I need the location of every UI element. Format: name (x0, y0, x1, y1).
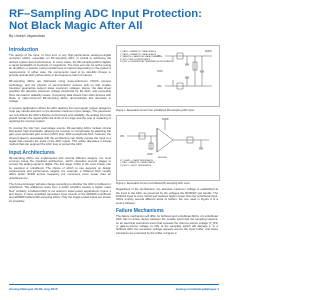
legend-entry: R_INPUT = INPUT RESISTANCE (120, 164, 152, 167)
label-avdd: AVDD (205, 50, 212, 53)
footer-publication: Analog Dialogue 49-09, Aug 2015 (9, 287, 58, 291)
footer-divider (9, 284, 219, 285)
paragraph: RF-sampling ADCs are implemented with several different designs, the most common being the pipelined architecture, which cascades several stages to convert the analog signal to digital. The first stage, which is the most critical, can be sampled or unbuffered. The choice of which to use depends on design requirements and performance targets. For example, a buffered ADC usually offers better SFDR across frequency but consumes more power than an unbuffered one. (9, 155, 111, 180)
figure-1-schematic (117, 46, 219, 106)
left-column (9, 45, 111, 206)
right-column (116, 45, 218, 238)
legend-entry: C_PAR2 = PARASITIC CAPACITANCE (120, 53, 157, 56)
label-avdd: AVDD (162, 117, 169, 121)
legend-entry: C_SAMPLE = SAMPLING CAPACITANCE (120, 56, 160, 59)
section-heading-input-architectures: Input Architectures (9, 149, 55, 156)
legend-entry: R_SW = SWITCH RESISTANCE (120, 58, 151, 61)
label-vcm: VCM (147, 152, 153, 156)
section-heading-failure-mechanisms: Failure Mechanisms (116, 207, 164, 214)
paragraph: To counter the risk from overvoltage events, RF-sampling ADCs include circuits that detect high thresholds, allowing the receiver to compensate by adjusting the gain of an automatic gain control (AGC) loop. With a peripheral AGC, however, the inherent latency associated with the architecture can briefly expose the input to a signal that exceeds the limits of the ADC inputs. This article discusses a simple method that can augment the AGC loop to protect the ADC. (9, 125, 111, 147)
legend-entry: C_PAR = PARASITIC CAPACITANCE (120, 162, 156, 165)
figure-1-caption: Figure 1. Equivalent circuit of an unbuffered RF-sampling ADC input. (116, 108, 195, 112)
paragraph: In receiver applications where the ADC digitizes the input signal, system designers must pay careful attention to the absolute maximum input voltage. This parameter not only affects the ADC's lifetime performance and reliability, the analog front end should restrain the signal within the limits of its range and the cost of replacing or repairing the receiver system. (9, 105, 111, 124)
figure-1-circuit (116, 45, 220, 107)
figure-2-schematic (117, 116, 219, 180)
figure-2-circuit (116, 115, 220, 181)
label-vin-plus: VIN+ (157, 55, 163, 58)
label-vin-minus: VIN− (157, 85, 163, 88)
paragraph: RF-sampling ADCs are fabricated using deep-submicron CMOS process technology, and the physics of semiconductor devices tells us that smaller transistor geometries support lower maximum voltages. Hence, the data sheet specifies the absolute maximum voltage thresholds for the ADC, and exceeding them can lead to reliability issues. Comparing data sheets from older devices with those of state-of-the-art RF-sampling ADCs demonstrates this decrease in voltage. (9, 79, 111, 104)
article-title: RF–Sampling ADC Input Protection: Not Black Magic After All (9, 8, 202, 32)
label-buffer: BUFFER (158, 156, 167, 159)
paragraph: The failure mechanism will differ for buffered and unbuffered ADCs. An unbuffered ADC has no active device between the outside world and the sampling network, so an electrical overstress event that exceeds the drain-to-source voltage (V_DS) or gate-to-source voltage (V_GS) of the sampling switch will damage it. In a buffered ADC the excessive voltage appears across the input buffer, and these transistors are protected by the buffer in Figure 2. (116, 213, 218, 235)
legend-entry: C_PAR1 = PARASITIC CAPACITANCE (120, 51, 157, 53)
section-heading-introduction: Introduction (9, 47, 39, 53)
author-byline: By Umesh Jayamohan (9, 34, 46, 38)
paragraph: Regardless of the architecture, the absolute maximum voltage is established at the input to the ADC, as governed by the voltages the MOSFET can handle. The buffered input is more robust and features higher power than the unbuffered input. ADCs employ several different kinds of buffers; the one used in Figure 2 is a source follower. (116, 187, 218, 205)
legend-entry: R_DIFF = DIFFERENTIAL TERMINATION RESISTANCE (120, 61, 173, 64)
label-vcm: VCM (157, 70, 163, 73)
paragraph: The front-end design will also change according to whether the ADC is buffered or unbuffered. The additional noise from a buffer amplifier causes a higher noise floor; similarly, a buffered ADC is not suited to lower-power applications. Figure 1 and Figure 2 show simplified equivalent input circuits of the AD9625 unbuffered and AD9680 buffered RF-sampling ADCs. Only the single-ended inputs are shown for simplicity. (9, 182, 111, 203)
footer-page-link: analog.com/analogdialogue 1 (175, 287, 219, 291)
legend-entry: R_CLAMP = CLAMP RESISTANCE (120, 159, 153, 162)
paragraph: The design of the input, or front end, of any high-performance analog-to-digital converter (ADC), especially an RF-sampling ADC, is critical to achieving the desired system-level performance. In many cases, the RF-sampling ADCs digitize a signal bandwidth of hundreds of megahertz. The front end can be active (using an amplifier) or passive (using transformers or baluns) depending on the system's requirements. In either case, the components need to be carefully chosen to provide optimal ADC performance in the frequency band of interest. (9, 53, 111, 78)
figure-2-caption: Figure 2. Equivalent circuit of a buffered RF-sampling ADC input. (116, 182, 191, 186)
label-vin: VIN (120, 134, 124, 138)
